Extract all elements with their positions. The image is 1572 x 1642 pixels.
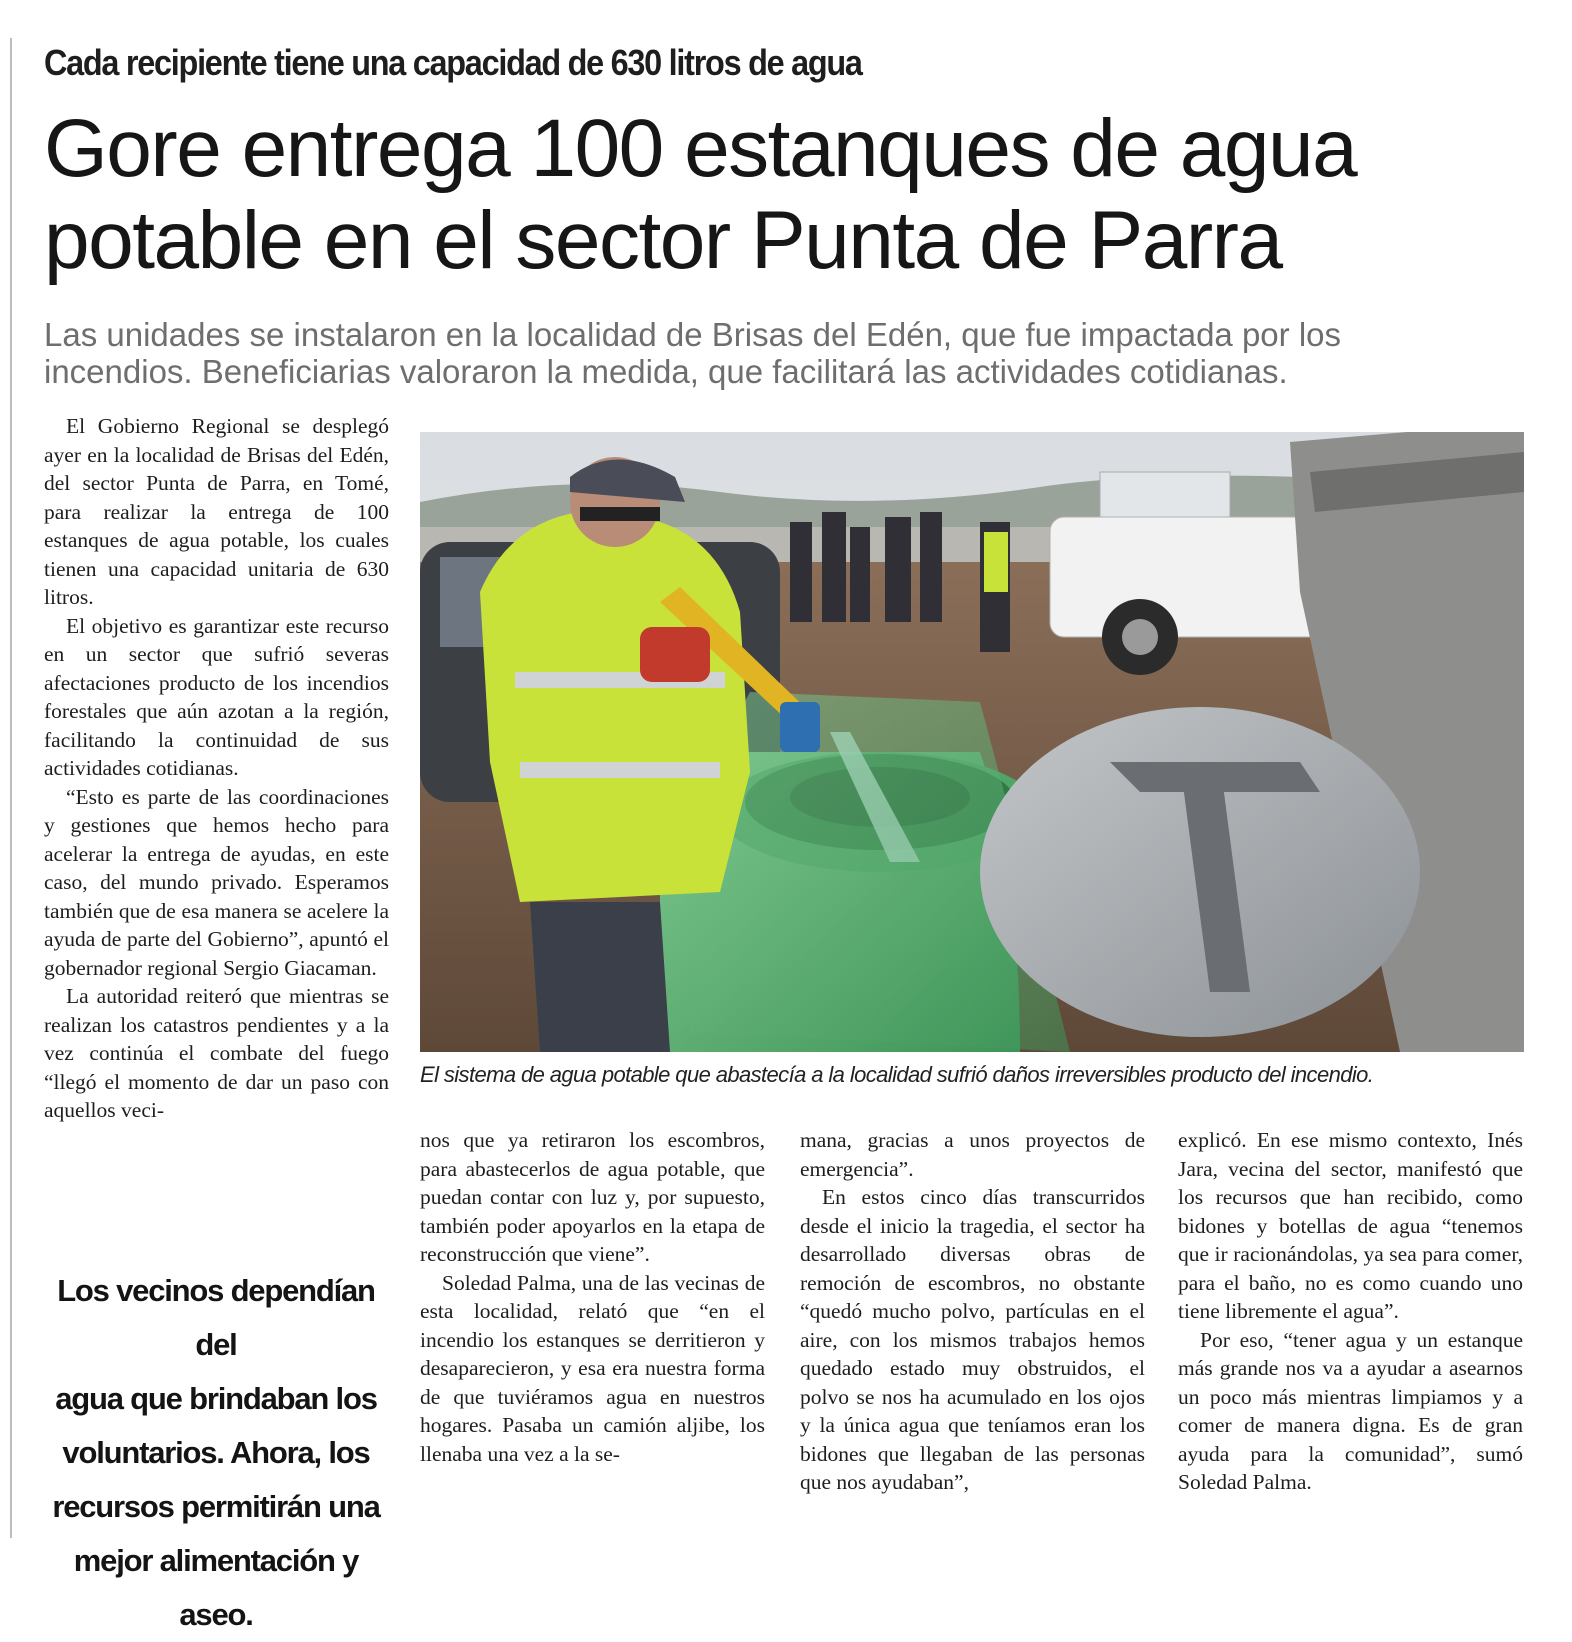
photo-caption: El sistema de agua potable que abastecía a la localidad sufrió daños irreversibles producto del incendio. [420, 1062, 1374, 1087]
dek [44, 316, 1544, 390]
body-paragraph: nos que ya retiraron los escombros, para abastecerlos de agua potable, que puedan contar con luz y, por supuesto, también poder apoyarlos en la etapa de reconstrucción que viene”. [420, 1128, 765, 1266]
pull-quote-line: mejor alimentación y aseo. [73, 1543, 359, 1632]
body-column-2 [420, 1126, 765, 1468]
pull-quote-line: agua que brindaban los [55, 1381, 377, 1416]
headline [44, 103, 1544, 287]
body-paragraph: Soledad Palma, una de las vecinas de esta localidad, relató que “en el incendio los estanques se derritieron y desaparecieron, y esa era nuestra forma de que tuviéramos agua en nuestros hogares. Pasaba un camión aljibe, los llenaba una vez a la se- [420, 1270, 765, 1466]
headline-line-2: potable en el sector Punta de Parra [44, 195, 1282, 286]
body-paragraph: La autoridad reiteró que mientras se realizan los catastros pendientes y a la vez continúa el combate del fuego “llegó el momento de dar un paso con aquellos veci- [44, 984, 389, 1122]
body-paragraph: El Gobierno Regional se desplegó ayer en la localidad de Brisas del Edén, del sector Punta de Parra, en Tomé, para realizar la entrega de 100 estanques de agua potable, los cuales tienen una capacidad unitaria de 630 litros. [44, 414, 389, 609]
headline-line-1: Gore entrega 100 estanques de agua [44, 103, 1357, 194]
body-column-4 [1178, 1126, 1523, 1497]
pull-quote [40, 1264, 392, 1642]
body-paragraph: “Esto es parte de las coordinaciones y gestiones que hemos hecho para acelerar la entrega de ayudas, en este caso, del mundo privado. Esperamos también que de esa manera se acelere la ayuda de parte del Gobierno”, apuntó el gobernador regional Sergio Giacaman. [44, 784, 389, 980]
body-paragraph: explicó. En ese mismo contexto, Inés Jara, vecina del sector, manifestó que los recursos que han recibido, como bidones y botellas de agua “tenemos que ir racionándolas, ya sea para comer, para el baño, no es como cuando uno tiene libremente el agua”. [1178, 1128, 1523, 1323]
kicker: Cada recipiente tiene una capacidad de 630 litros de agua [44, 42, 862, 83]
body-column-3 [800, 1126, 1145, 1497]
body-column-1 [44, 412, 389, 1125]
pull-quote-line: Los vecinos dependían del [57, 1273, 375, 1362]
pull-quote-line: voluntarios. Ahora, los [62, 1435, 370, 1470]
photo-water-tank-delivery [420, 432, 1524, 1052]
pull-quote-line: recursos permitirán una [52, 1489, 380, 1524]
dek-line-1: Las unidades se instalaron en la localidad de Brisas del Edén, que fue impactada por los [44, 316, 1342, 353]
dek-line-2: incendios. Beneficiarias valoraron la medida, que facilitará las actividades cotidianas. [44, 353, 1288, 390]
body-paragraph: Por eso, “tener agua y un estanque más grande nos va a ayudar a asearnos un poco más mientras limpiamos y a comer de manera digna. Es de gran ayuda para la comunidad”, sumó Soledad Palma. [1178, 1327, 1523, 1494]
page-left-rule [10, 38, 12, 1538]
news-photo [420, 432, 1524, 1052]
body-paragraph: mana, gracias a unos proyectos de emergencia”. [800, 1128, 1145, 1181]
body-paragraph: En estos cinco días transcurridos desde el inicio la tragedia, el sector ha desarrollado diversas obras de remoción de escombros, no obstante “quedó mucho polvo, partículas en el aire, con los mismos trabajos hemos quedado estado muy obstruidos, el polvo se nos ha acumulado en los ojos y la única agua que teníamos eran los bidones que llegaban de las personas que nos ayudaban”, [800, 1185, 1145, 1494]
body-paragraph: El objetivo es garantizar este recurso en un sector que sufrió severas afectaciones producto de los incendios forestales que aún azotan a la región, facilitando la continuidad de sus actividades cotidianas. [44, 613, 389, 780]
